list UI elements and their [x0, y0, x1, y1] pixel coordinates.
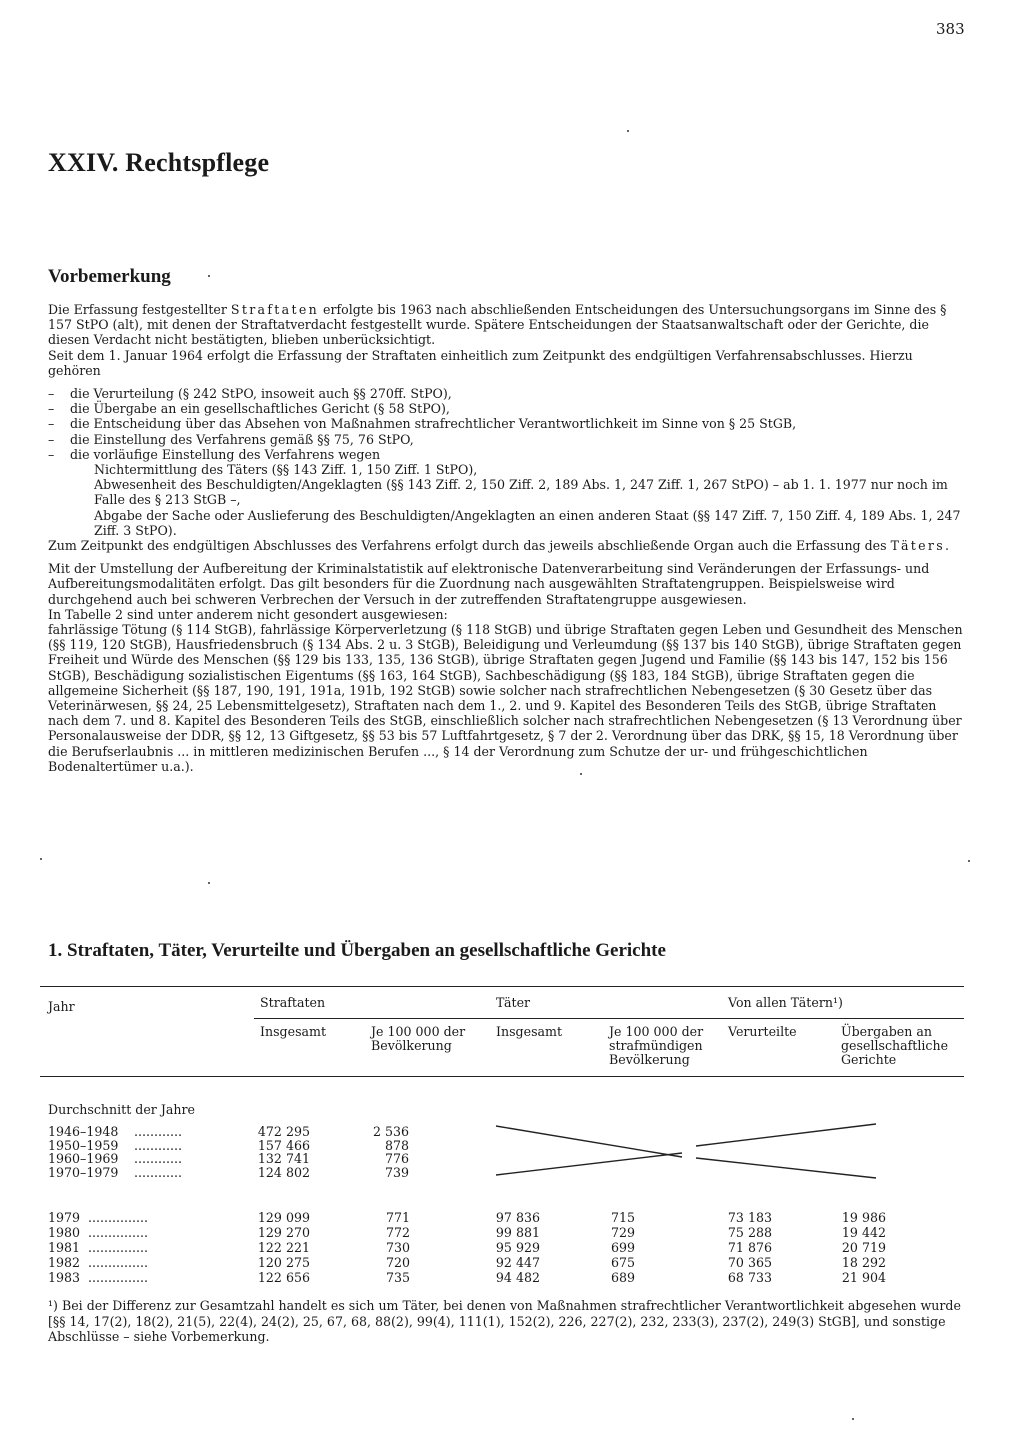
sub-item: Nichtermittlung des Täters (§§ 143 Ziff. 1, 150 Ziff. 1 StPO), — [94, 462, 478, 478]
cell-straftaten: 129 270 — [257, 1225, 310, 1240]
paragraph-4: Mit der Umstellung der Aufbereitung der Kriminalstatistik auf elektronische Datenverarbeitung sind Veränderungen der Erfassungs- und Aufbereitungsmodalitäten erfolgt. Das gilt besonders für die Zuordnung nach ausgewählten Straftatengruppen. Beispielsweise wird durchgehend auch bei schweren Verbrechen der Versuch in der zutreffenden Straftatengruppe ausgewiesen. — [48, 561, 930, 607]
col-header-von-allen: Von allen Tätern¹) — [728, 995, 843, 1010]
row-leader-dots: ............... — [88, 1210, 149, 1225]
row-leader-dots: ............ — [134, 1124, 183, 1139]
list-item-text: die vorläufige Einstellung des Verfahrens wegen — [70, 446, 381, 462]
cell-verurteilte: 73 183 — [727, 1210, 772, 1225]
list-item: – die vorläufige Einstellung des Verfahrens wegen — [48, 446, 381, 462]
cell-je100k: 730 — [385, 1240, 410, 1255]
scan-speck — [580, 773, 582, 775]
list-item: – die Übergabe an ein gesellschaftliches Gericht (§ 58 StPO), — [48, 401, 450, 417]
cell-je100k: 735 — [385, 1270, 410, 1285]
row-jahr: 1983 — [48, 1270, 81, 1285]
header-bottom-rule — [40, 1076, 964, 1077]
cell-uebergaben: 21 904 — [841, 1270, 886, 1285]
sub-item: Abgabe der Sache oder Auslieferung des Beschuldigten/Angeklagten an einen anderen Staat (§§ 147 Ziff. 7, 150 Ziff. 4, 189 Abs. 1, 247 Ziff. 3 StPO). — [94, 507, 961, 538]
spaced-term: Täters — [890, 538, 945, 554]
row-jahr: 1980 — [48, 1225, 81, 1240]
cell-verurteilte: 71 876 — [727, 1240, 772, 1255]
list-item-text: die Übergabe an ein gesellschaftliches Gericht (§ 58 StPO), — [70, 401, 450, 417]
cell-straftaten: 157 466 — [257, 1137, 310, 1153]
cell-taeter-je100k: 729 — [610, 1225, 635, 1240]
list-item-text: die Einstellung des Verfahrens gemäß §§ 75, 76 StPO, — [70, 431, 414, 447]
cell-taeter-je100k: 689 — [610, 1270, 635, 1285]
scan-speck — [208, 882, 210, 884]
average-label: Durchschnitt der Jahre — [48, 1102, 195, 1117]
list-item-text: die Entscheidung über das Absehen von Maßnahmen strafrechtlicher Verantwortlichkeit im Sinne von § 25 StGB, — [70, 416, 797, 432]
row-leader-dots: ............ — [134, 1164, 183, 1180]
col-header-taeter: Täter — [496, 995, 531, 1010]
row-jahr: 1950–1959 — [48, 1137, 119, 1153]
col-header-verurteilte: Verurteilte — [728, 1024, 797, 1039]
cell-verurteilte: 70 365 — [727, 1255, 772, 1270]
cell-verurteilte: 68 733 — [727, 1270, 772, 1285]
col-header-je100k-2: Je 100 000 der strafmündigen Bevölkerung — [609, 1024, 704, 1067]
cell-uebergaben: 20 719 — [841, 1240, 886, 1255]
paragraph-6: fahrlässige Tötung (§ 114 StGB), fahrlässige Körperverletzung (§ 118 StGB) und übrige Straftaten gegen Leben und Gesundheit des Menschen (§§ 119, 120 StGB), Hausfriedensbruch (§ 134 Abs. 2 u. 3 StGB), Beleidigung und Verleumdung (§§ 137 bis 140 StGB), übrige Straftaten gegen Freiheit und Würde des Menschen (§§ 129 bis 133, 135, 136 StGB), übrige Straftaten gegen Jugend und Familie (§§ 143 bis 147, 152 bis 156 StGB), Beschädigung sozialistischen Eigentums (§§ 163, 164 StGB), Sachbeschädigung (§§ 183, 184 StGB), übrige Straftaten gegen die allgemeine Sicherheit (§§ 187, 190, 191, 191a, 191b, 192 StGB) sowie solcher nach strafrechtlichen Nebengesetzen (§ 30 Gesetz über das Veterinärwesen, §§ 24, 25 Lebensmittelgesetz), Straftaten nach dem 1., 2. und 9. Kapitel des Besonderen Teils des StGB, übrige Straftaten nach dem 7. und 8. Kapitel des Besonderen Teils des StGB, einschließlich solcher nach strafrechtlichen Nebengesetzen (§ 13 Verordnung über Personalausweise der DDR, §§ 12, 13 Giftgesetz, §§ 53 bis 57 Luftfahrtgesetz, § 7 der 2. Verordnung über das DRK, §§ 15, 18 Verordnung über die Berufserlaubnis ... in mittleren medizinischen Berufen ..., § 14 der Verordnung zum Schutze der ur- und frühgeschichtlichen Bodenaltertümer u.a.). — [48, 622, 963, 774]
scan-speck — [968, 860, 970, 862]
cell-uebergaben: 19 986 — [841, 1210, 886, 1225]
row-leader-dots: ............... — [88, 1240, 149, 1255]
row-jahr: 1981 — [48, 1240, 81, 1255]
table-top-rule — [40, 986, 964, 987]
cell-taeter: 94 482 — [495, 1270, 540, 1285]
col-header-uebergaben: Übergaben an gesellschaftliche Gerichte — [841, 1024, 949, 1067]
text-span: erfolgte bis 1963 nach abschließenden Entscheidungen des Untersuchungsorgans im Sinne des § 157 StPO (alt), mit denen der Straftatverdacht festgestellt wurde. Spätere Entscheidungen der Staatsanwaltschaft oder der Gerichte, die diesen Verdacht nicht bestätigten, blieben unberücksichtigt. — [48, 302, 947, 348]
cell-taeter-je100k: 715 — [610, 1210, 635, 1225]
col-header-jahr: Jahr — [48, 999, 75, 1014]
scan-speck — [852, 1418, 854, 1420]
footnote: ¹) Bei der Differenz zur Gesamtzahl handelt es sich um Täter, bei denen von Maßnahmen strafrechtlicher Verantwortlichkeit abgesehen wurde [§§ 14, 17(2), 18(2), 21(5), 22(4), 24(2), 25, 67, 68, 88(2), 99(4), 111(1), 152(2), 226, 227(2), 232, 233(3), 237(2), 249(3) StGB], und sonstige Abschlüsse – siehe Vorbemerkung. — [48, 1298, 961, 1344]
cell-straftaten: 132 741 — [257, 1151, 310, 1166]
row-jahr: 1960–1969 — [48, 1151, 119, 1166]
paragraph-3 — [48, 538, 966, 553]
list-item: – die Verurteilung (§ 242 StPO, insoweit auch §§ 270ff. StPO), — [48, 386, 452, 402]
cell-je100k: 720 — [385, 1255, 410, 1270]
col-header-je100k-1: Je 100 000 der Bevölkerung — [371, 1024, 466, 1053]
cell-taeter: 95 929 — [495, 1240, 540, 1255]
cell-je100k: 2 536 — [372, 1124, 409, 1139]
cell-taeter-je100k: 675 — [610, 1255, 635, 1270]
not-available-cross — [490, 1118, 890, 1182]
paragraph-1 — [48, 302, 966, 348]
paragraph-2: Seit dem 1. Januar 1964 erfolgt die Erfassung der Straftaten einheitlich zum Zeitpunkt des endgültigen Verfahrensabschlusses. Hierzu gehören — [48, 347, 913, 378]
cell-je100k: 772 — [385, 1225, 410, 1240]
cell-taeter: 99 881 — [495, 1225, 540, 1240]
col-header-straftaten: Straftaten — [260, 995, 326, 1010]
cell-taeter-je100k: 699 — [610, 1240, 635, 1255]
preliminary-text — [48, 302, 966, 774]
cell-straftaten: 129 099 — [257, 1210, 310, 1225]
row-leader-dots: ............... — [88, 1255, 149, 1270]
cell-uebergaben: 19 442 — [841, 1225, 886, 1240]
cell-je100k: 776 — [384, 1151, 409, 1166]
spaced-term: Straftaten — [230, 302, 319, 317]
paragraph-5: In Tabelle 2 sind unter anderem nicht gesondert ausgewiesen: — [48, 606, 448, 622]
cell-taeter: 92 447 — [495, 1255, 540, 1270]
header-subrule — [254, 1018, 964, 1019]
cell-straftaten: 124 802 — [257, 1164, 310, 1180]
cell-straftaten: 122 656 — [257, 1270, 310, 1285]
text-span: Die Erfassung festgestellter — [48, 302, 231, 317]
cell-je100k: 878 — [384, 1137, 409, 1153]
text-span: Zum Zeitpunkt des endgültigen Abschlusses des Verfahrens erfolgt durch das jeweils abschließende Organ auch die Erfassung des — [48, 538, 891, 554]
row-jahr: 1970–1979 — [48, 1164, 119, 1180]
cell-verurteilte: 75 288 — [727, 1225, 772, 1240]
cell-taeter: 97 836 — [495, 1210, 540, 1225]
row-jahr: 1982 — [48, 1255, 81, 1270]
row-leader-dots: ............... — [88, 1270, 149, 1285]
cell-straftaten: 472 295 — [257, 1124, 310, 1139]
cell-straftaten: 122 221 — [257, 1240, 310, 1255]
row-leader-dots: ............ — [134, 1137, 183, 1153]
row-jahr: 1946–1948 — [48, 1124, 119, 1139]
row-jahr: 1979 — [48, 1210, 81, 1225]
cell-uebergaben: 18 292 — [841, 1255, 886, 1270]
page-number: 383 — [936, 20, 965, 38]
row-leader-dots: ............ — [134, 1151, 183, 1166]
cell-je100k: 739 — [384, 1164, 409, 1180]
cell-straftaten: 120 275 — [257, 1255, 310, 1270]
col-header-insgesamt-2: Insgesamt — [496, 1024, 563, 1039]
scan-speck — [40, 858, 42, 860]
preliminary-heading: Vorbemerkung — [48, 266, 171, 287]
table-title: 1. Straftaten, Täter, Verurteilte und Übergaben an gesellschaftliche Gerichte — [48, 940, 666, 961]
list-item: – die Einstellung des Verfahrens gemäß §§ 75, 76 StPO, — [48, 431, 414, 447]
scan-speck — [208, 275, 210, 277]
cell-je100k: 771 — [385, 1210, 410, 1225]
col-header-insgesamt-1: Insgesamt — [260, 1024, 327, 1039]
row-leader-dots: ............... — [88, 1225, 149, 1240]
scan-speck — [627, 130, 629, 132]
text-span: . — [944, 538, 949, 554]
list-item: – die Entscheidung über das Absehen von Maßnahmen strafrechtlicher Verantwortlichkeit im Sinne von § 25 StGB, — [48, 416, 797, 432]
list-item-text: die Verurteilung (§ 242 StPO, insoweit auch §§ 270ff. StPO), — [70, 386, 452, 402]
chapter-title: XXIV. Rechtspflege — [48, 148, 270, 177]
sub-item: Abwesenheit des Beschuldigten/Angeklagten (§§ 143 Ziff. 2, 150 Ziff. 2, 189 Abs. 1, 247 Ziff. 1, 267 StPO) – ab 1. 1. 1977 nur noch im Falle des § 213 StGB –, — [94, 477, 948, 508]
